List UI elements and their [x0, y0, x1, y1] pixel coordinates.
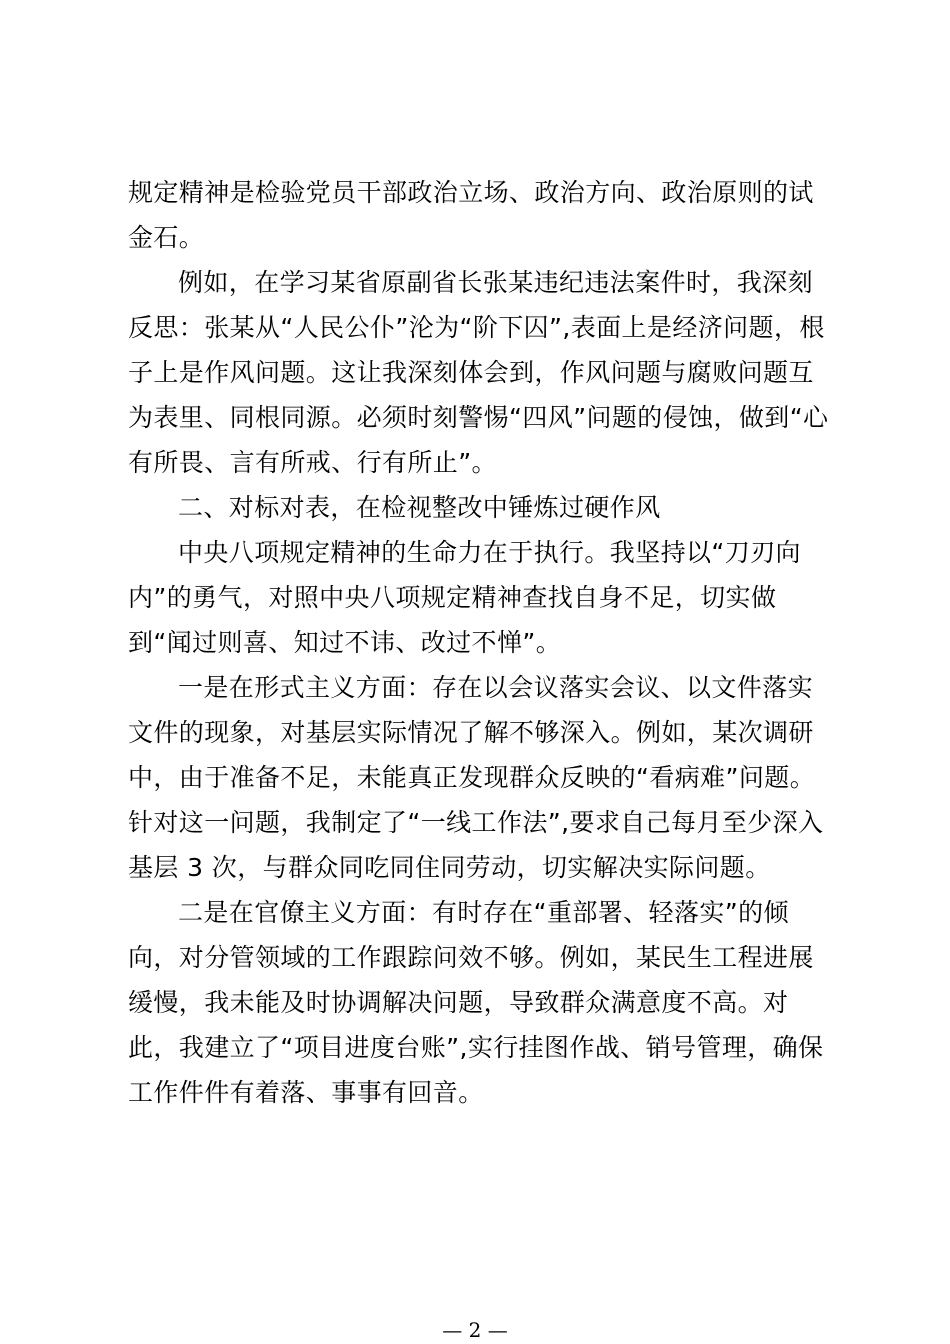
text-line: 基层 3 次，与群众同吃同住同劳动，切实解决实际问题。	[128, 853, 771, 882]
text-line: 工作件件有着落、事事有回音。	[128, 1078, 484, 1107]
text-line: 子上是作风问题。这让我深刻体会到，作风问题与腐败问题互	[128, 358, 814, 387]
section-heading: 二、对标对表，在检视整改中锤炼过硬作风	[178, 493, 661, 522]
text-line: 缓慢，我未能及时协调解决问题，导致群众满意度不高。对	[128, 988, 789, 1017]
text-line: 一是在形式主义方面：存在以会议落实会议、以文件落实	[178, 673, 814, 702]
text-line: 针对这一问题，我制定了“一线工作法”,要求自己每月至少深入	[128, 808, 824, 837]
page-number: — 2 —	[442, 1318, 508, 1342]
text-line: 规定精神是检验党员干部政治立场、政治方向、政治原则的试	[128, 178, 814, 207]
paragraph-5	[128, 890, 828, 1115]
paragraph-3	[128, 530, 828, 665]
text-line: 例如，在学习某省原副省长张某违纪违法案件时，我深刻	[178, 268, 814, 297]
paragraph-4	[128, 665, 828, 890]
text-line: 二是在官僚主义方面：有时存在“重部署、轻落实”的倾	[178, 898, 789, 927]
text-line: 文件的现象，对基层实际情况了解不够深入。例如，某次调研	[128, 718, 814, 747]
text-line: 为表里、同根同源。必须时刻警惕“四风”问题的侵蚀，做到“心	[128, 403, 829, 432]
paragraph-1	[128, 170, 828, 260]
document-body	[128, 170, 828, 1115]
text-line: 反思：张某从“人民公仆”沦为“阶下囚”,表面上是经济问题，根	[128, 313, 825, 342]
text-line: 金石。	[128, 223, 205, 252]
text-line: 向，对分管领域的工作跟踪问效不够。例如，某民生工程进展	[128, 943, 814, 972]
text-line: 中央八项规定精神的生命力在于执行。我坚持以“刀刃向	[178, 538, 801, 567]
text-line: 内”的勇气，对照中央八项规定精神查找自身不足，切实做	[128, 583, 777, 612]
text-line: 有所畏、言有所戒、行有所止”。	[128, 448, 497, 477]
text-line: 到“闻过则喜、知过不讳、改过不惮”。	[128, 628, 562, 657]
text-line: 中，由于准备不足，未能真正发现群众反映的“看病难”问题。	[128, 763, 816, 792]
paragraph-2	[128, 260, 828, 485]
text-line: 此，我建立了“项目进度台账”,实行挂图作战、销号管理，确保	[128, 1033, 824, 1062]
